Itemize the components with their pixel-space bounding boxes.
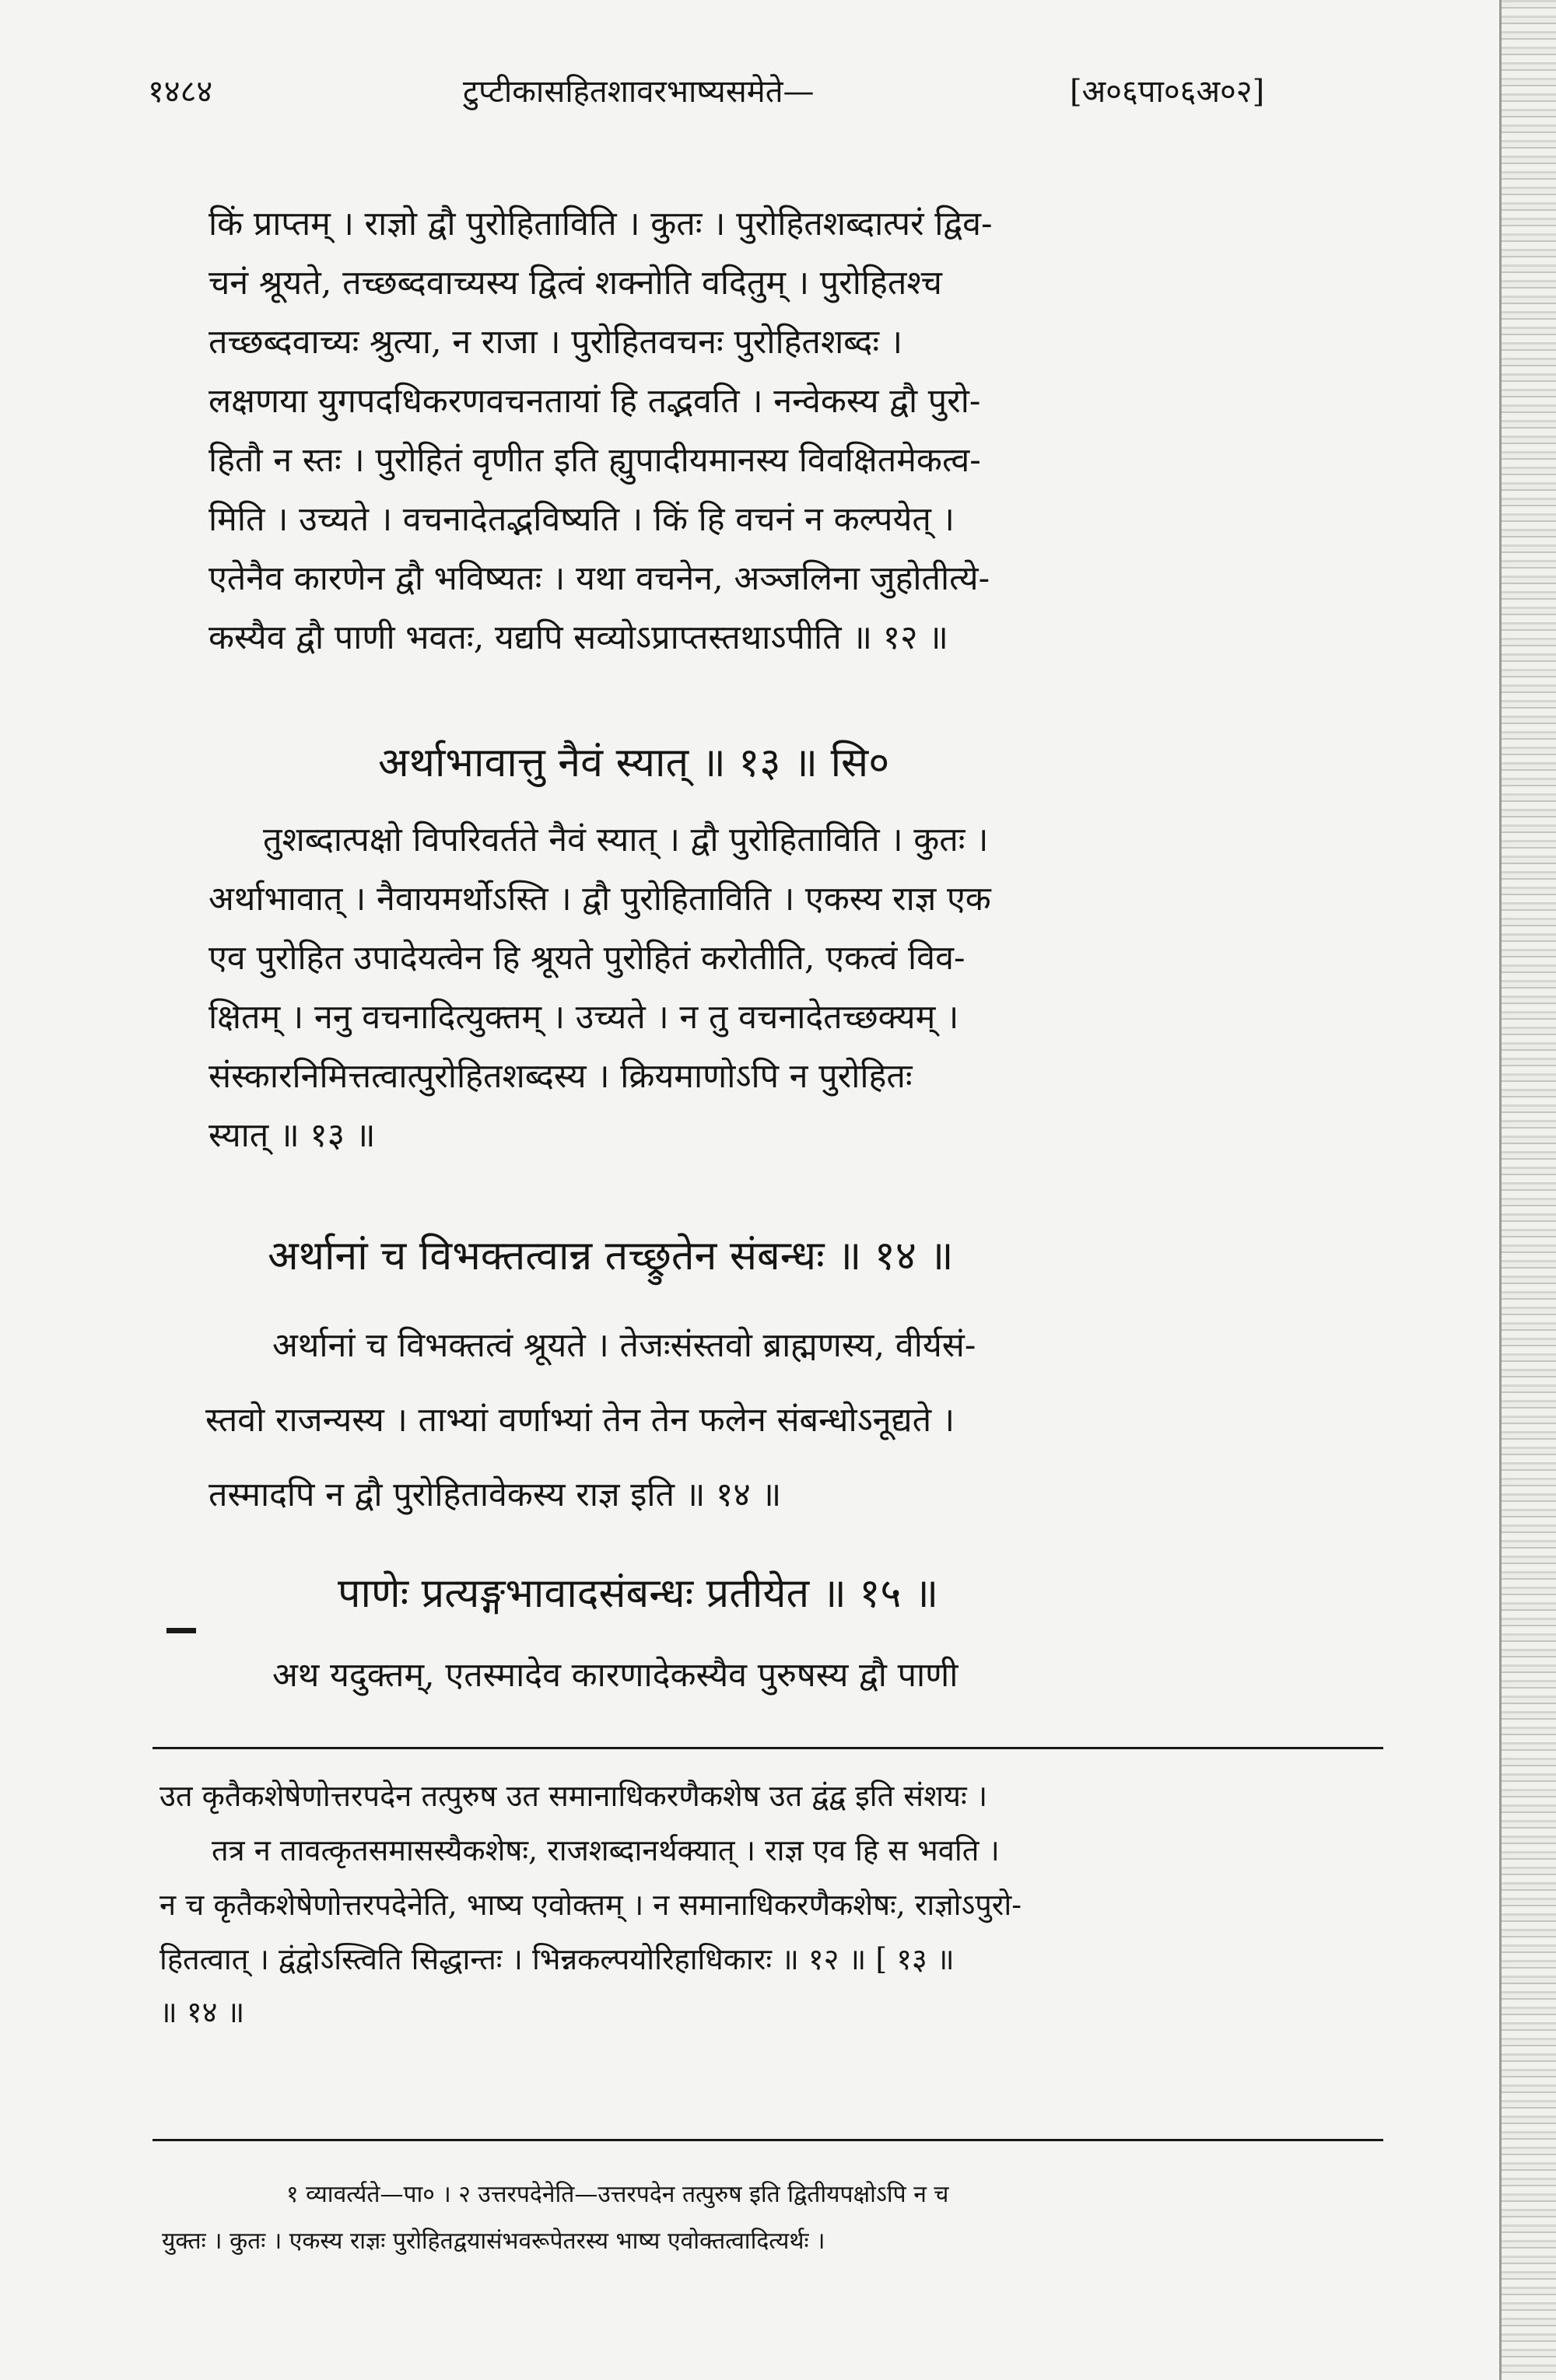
text-line: क्षितम् । ननु वचनादित्युक्तम् । उच्यते । न तु वचनादेतच्छक्यम् ।	[209, 998, 959, 1037]
running-title: टुप्टीकासहितशावरभाष्यसमेते—	[463, 74, 815, 110]
commentary-line: हितत्वात् । द्वंद्वोऽस्त्विति सिद्धान्तः । भिन्नकल्पयोरिहाधिकारः ॥ १२ ॥ [ १३ ॥	[159, 1942, 955, 1976]
text-line: तच्छब्दवाच्यः श्रुत्या, न राजा । पुरोहितवचनः पुरोहितशब्दः ।	[209, 323, 902, 362]
text-line: अथ यदुक्तम्, एतस्मादेव कारणादेकस्यैव पुरुषस्य द्वौ पाणी	[272, 1656, 958, 1695]
footnote-divider	[152, 2139, 1383, 2141]
footnote-line: युक्तः । कुतः । एकस्य राज्ञः पुरोहितद्वयासंभवरूपेतरस्य भाष्य एवोक्तत्वादित्यर्थः ।	[162, 2228, 825, 2255]
footnote-line: १ व्यावर्त्यते—पा० । २ उत्तरपदेनेति—उत्तरपदेन तत्पुरुष इति द्वितीयपक्षोऽपि न च	[286, 2181, 949, 2208]
binding-edge	[1500, 0, 1556, 2380]
sutra-heading: अर्थानां च विभक्तत्वान्न तच्छ्रुतेन संबन्धः ॥ १४ ॥	[268, 1233, 954, 1279]
margin-mark	[166, 1628, 196, 1633]
text-line: चनं श्रूयते, तच्छब्दवाच्यस्य द्वित्वं शक्नोति वदितुम् । पुरोहितश्च	[209, 264, 942, 303]
text-line: तुशब्दात्पक्षो विपरिवर्तते नैवं स्यात् । द्वौ पुरोहिताविति । कुतः ।	[263, 821, 989, 859]
commentary-line: तत्र न तावत्कृतसमासस्यैकशेषः, राजशब्दानर्थक्यात् । राज्ञ एव हि स भवति ।	[212, 1833, 1000, 1867]
text-line: तस्मादपि न द्वौ पुरोहितावेकस्य राज्ञ इति ॥ १४ ॥	[209, 1475, 782, 1514]
text-line: स्यात् ॥ १३ ॥	[209, 1116, 376, 1155]
text-line: किं प्राप्तम् । राज्ञो द्वौ पुरोहिताविति । कुतः । पुरोहितशब्दात्परं द्विव-	[209, 205, 993, 243]
page-header	[148, 68, 1393, 123]
sutra-heading: अर्थाभावात्तु नैवं स्यात् ॥ १३ ॥ सि०	[378, 740, 890, 786]
text-line: अर्थाभावात् । नैवायमर्थोऽस्ति । द्वौ पुरोहिताविति । एकस्य राज्ञ एक	[209, 880, 991, 919]
section-reference: [अ०६पा०६अ०२]	[1070, 74, 1265, 110]
text-line: कस्यैव द्वौ पाणी भवतः, यद्यपि सव्योऽप्राप्तस्तथाऽपीति ॥ १२ ॥	[209, 618, 948, 657]
text-line: लक्षणया युगपदधिकरणवचनतायां हि तद्भवति । नन्वेकस्य द्वौ पुरो-	[209, 382, 981, 421]
commentary-line: न च कृतैकशेषेणोत्तरपदेनेति, भाष्य एवोक्तम् । न समानाधिकरणैकशेषः, राज्ञोऽपुरो-	[159, 1888, 1022, 1922]
commentary-divider	[152, 1747, 1383, 1749]
text-line: संस्कारनिमित्तत्वात्पुरोहितशब्दस्य । क्रियमाणोऽपि न पुरोहितः	[209, 1057, 913, 1096]
page-number: १४८४	[148, 74, 213, 110]
text-line: अर्थानां च विभक्तत्वं श्रूयते । तेजःसंस्तवो ब्राह्मणस्य, वीर्यसं-	[272, 1326, 976, 1365]
commentary-line: ॥ १४ ॥	[159, 1995, 245, 2029]
sutra-heading: पाणेः प्रत्यङ्गभावादसंबन्धः प्रतीयेत ॥ १५ ॥	[338, 1570, 939, 1617]
text-line: स्तवो राजन्यस्य । ताभ्यां वर्णाभ्यां तेन तेन फलेन संबन्धोऽनूद्यते ।	[205, 1401, 955, 1440]
text-line: हितौ न स्तः । पुरोहितं वृणीत इति ह्युपादीयमानस्य विवक्षितमेकत्व-	[209, 441, 981, 480]
text-line: एतेनैव कारणेन द्वौ भविष्यतः । यथा वचनेन, अञ्जलिना जुहोतीत्ये-	[209, 559, 990, 598]
commentary-line: उत कृतैकशेषेणोत्तरपदेन तत्पुरुष उत समानाधिकरणैकशेष उत द्वंद्व इति संशयः ।	[159, 1779, 988, 1813]
text-line: मिति । उच्यते । वचनादेतद्भविष्यति । किं हि वचनं न कल्पयेत् ।	[209, 500, 955, 539]
text-line: एव पुरोहित उपादेयत्वेन हि श्रूयते पुरोहितं करोतीति, एकत्वं विव-	[209, 939, 965, 978]
binding-line	[1499, 0, 1502, 2380]
